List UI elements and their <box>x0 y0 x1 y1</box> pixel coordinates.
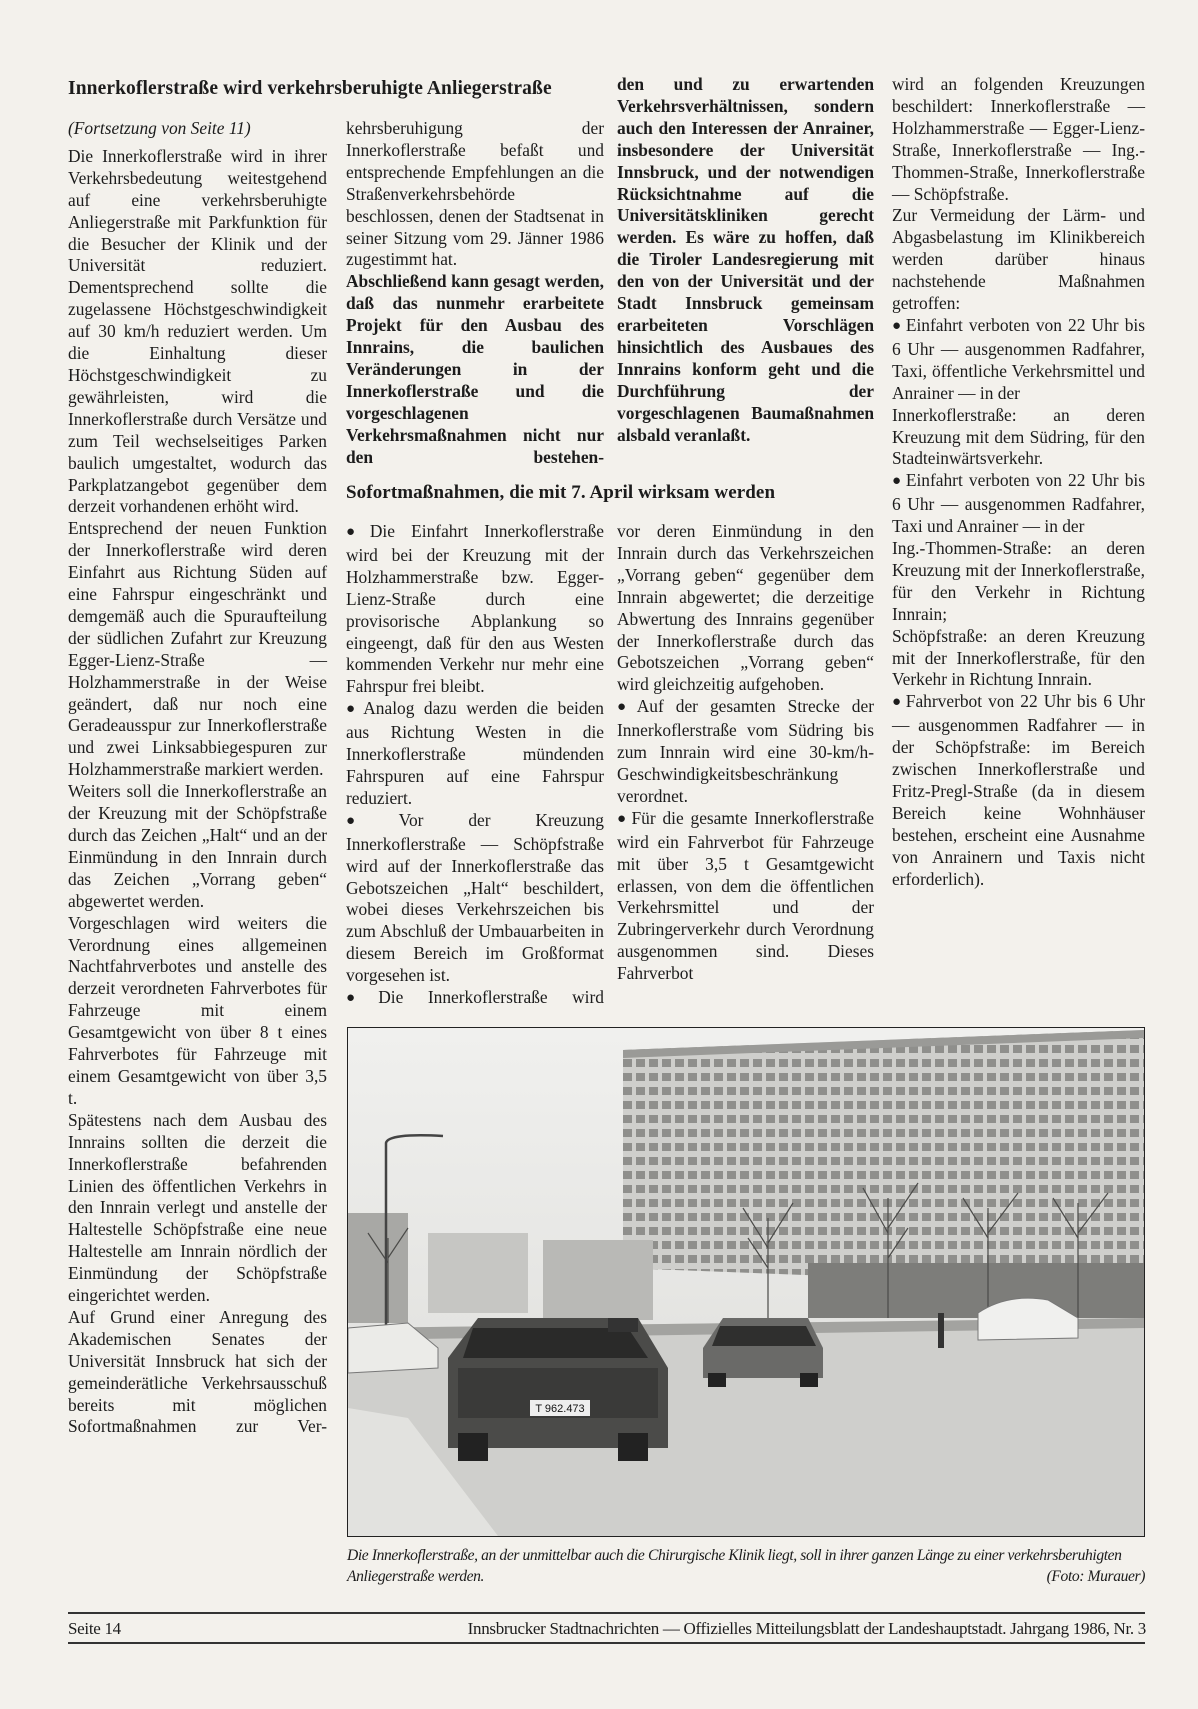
article-column-1 <box>68 118 327 1438</box>
moving-car <box>703 1318 823 1387</box>
measure-item: ● Für die gesamte Innerkoflerstraße wird ein Fahrverbot für Fahrzeuge mit über 3,5 t Gesamtgewicht erlassen, von dem die öffentlichen Verkehrsmittel und der Zubringerverkehr durch Verordnung ausgenommen sind. Dieses Fahrverbot <box>617 808 874 985</box>
measure-item: vor deren Einmündung in den Innrain durch das Verkehrszeichen „Vorrang geben“ gegenüber dem Innrain abgewertet; die derzeitige Abwertung des Innrains gegenüber der Innerkoflerstraße durch das Gebotszeichen „Vorrang geben“ wird gleichzeitig aufgehoben. <box>617 521 874 695</box>
paragraph: Auf Grund einer Anregung des Akademischen Senates der Universität Innsbruck hat sich der gemeinderätliche Verkehrsausschuß bereits mit möglichen Sofortmaßnahmen zur Ver- <box>68 1306 327 1437</box>
measure-detail: Schöpfstraße: an deren Kreuzung mit der Innerkoflerstraße, für den Verkehr in Richtung Innrain. <box>892 625 1145 690</box>
measure-item: ● Einfahrt verboten von 22 Uhr bis 6 Uhr — ausgenommen Radfahrer, Taxi und Anrainer — in der <box>892 470 1145 538</box>
measure-item: ● Fahrverbot von 22 Uhr bis 6 Uhr — ausgenommen Radfahrer — in der Schöpfstraße: im Bereich zwischen Innerkoflerstraße und Fritz-Pregl-Straße (da in diesem Bereich keine Wohnhäuser bestehen, erscheint eine Ausnahme von Anrainern und Taxis nicht erforderlich). <box>892 691 1145 890</box>
measure-item: ● Die Einfahrt Innerkoflerstraße wird bei der Kreuzung mit der Holzhammerstraße bzw. Egger-Lienz-Straße durch eine provisorische Abplankung so eingeengt, daß für den aus Westen kommenden Verkehr nur mehr eine Fahrspur frei bleibt. <box>346 521 604 698</box>
article-headline: Innerkoflerstraße wird verkehrsberuhigte Anliegerstraße <box>68 78 552 99</box>
footer-rule-bottom <box>68 1642 1145 1644</box>
street-scene-image <box>348 1028 1144 1536</box>
street-photo <box>347 1027 1145 1537</box>
page-number: Seite 14 <box>68 1619 121 1638</box>
paragraph: Weiters soll die Innerkoflerstraße an der Kreuzung mit der Schöpfstraße durch das Zeichen „Halt“ und an der Einmündung in den Innrain durch das Zeichen „Vorrang geben“ abgewertet werden. <box>68 781 327 911</box>
paragraph: Die Innerkoflerstraße wird in ihrer Verkehrsbedeutung weitestgehend auf eine verkehrsberuhigte Anliegerstraße mit Parkfunktion für die Besucher der Klinik und der Universität reduziert. Dementsprechend sollte die zugelassene Höchstgeschwindigkeit auf 30 km/h reduziert werden. Um die Einhaltung dieser Höchstgeschwindigkeit zu gewährleisten, wird die Innerkoflerstraße durch Versätze und zum Teil wechselseitiges Parken baulich umgestaltet, wodurch das Parkplatzangebot gegenüber dem derzeit vorhandenen erhöht wird. <box>68 145 327 517</box>
measure-detail: Ing.-Thommen-Straße: an deren Kreuzung mit der Innerkoflerstraße, für den Verkehr in Richtung Innrain; <box>892 538 1145 624</box>
publication-line: Innsbrucker Stadtnachrichten — Offizielles Mitteilungsblatt der Landeshauptstadt. Jahrgang 1986, Nr. 3 <box>467 1619 1146 1638</box>
photo-credit: (Foto: Murauer) <box>1046 1568 1145 1585</box>
summary-paragraph: Abschließend kann gesagt werden, daß das nunmehr erarbeitete Projekt für den Ausbau des Innrains, die baulichen Veränderungen in der Innerkoflerstraße und die vorgeschlagenen Verkehrsmaßnahmen nicht nur den bestehen- <box>346 271 604 467</box>
measure-item: ● Analog dazu werden die beiden aus Richtung Westen in die Innerkoflerstraße mündenden Fahrspuren auf eine Fahrspur reduziert. <box>346 698 604 810</box>
caption-text: Die Innerkoflerstraße, an der unmittelbar auch die Chirurgische Klinik liegt, soll in ihrer ganzen Länge zu einer verkehrsberuhigten Anliegerstraße werden. <box>347 1547 1122 1585</box>
paragraph: Vorgeschlagen wird weiters die Verordnung eines allgemeinen Nachtfahrverbotes und anstelle des derzeit verordneten Fahrverbotes für Fahrzeuge mit einem Gesamtgewicht von über 8 t eines Fahrverbotes für Fahrzeuge mit einem Gesamtgewicht von über 3,5 t. <box>68 912 327 1108</box>
paragraph: wird an folgenden Kreuzungen beschildert: Innerkoflerstraße — Holzhammerstraße — Egger-Lienz-Straße, Innerkoflerstraße — Ing.-Thommen-Straße, Innerkoflerstraße — Schöpfstraße. <box>892 74 1145 204</box>
measure-item: ● Vor der Kreuzung Innerkoflerstraße — Schöpfstraße wird auf der Innerkoflerstraße das Gebotszeichen „Halt“ beschildert, wobei dieses Verkehrszeichen bis zum Abschluß der Umbauarbeiten in diesem Bereich im Großformat vorgesehen ist. <box>346 810 604 987</box>
photo-caption <box>347 1545 1145 1587</box>
paragraph: kehrsberuhigung der Innerkoflerstraße befaßt und entsprechende Empfehlungen an die Straßenverkehrsbehörde beschlossen, denen der Stadtsenat in seiner Sitzung vom 29. Jänner 1986 zugestimmt hat. <box>346 118 604 270</box>
measure-item: ● Die Innerkoflerstraße wird <box>346 987 604 1011</box>
footer-rule-top <box>68 1612 1145 1614</box>
measure-item: ● Einfahrt verboten von 22 Uhr bis 6 Uhr — ausgenommen Radfahrer, Taxi, öffentliche Verkehrsmittel und Anrainer — in der <box>892 315 1145 405</box>
summary-paragraph: den und zu erwartenden Verkehrsverhältnissen, sondern auch den Interessen der Anrainer, insbesondere der Universität Innsbruck, und der notwendigen Rücksichtnahme auf die Universitätskliniken gerecht werden. Es wäre zu hoffen, daß die Tiroler Landesregierung mit den von der Universität und der Stadt Innsbruck gemeinsam erarbeiteten Vorschlägen hinsichtlich des Ausbaues des Innrains konform geht und die Durchführung der vorgeschlagenen Baumaßnahmen alsbald veranlaßt. <box>617 74 874 445</box>
article-column-3 <box>617 74 874 446</box>
section-heading: Sofortmaßnahmen, die mit 7. April wirksam werden <box>346 482 776 503</box>
measures-column-4 <box>892 74 1145 891</box>
continuation-note: (Fortsetzung von Seite 11) <box>68 118 251 138</box>
article-column-2 <box>346 118 604 469</box>
paragraph: Zur Vermeidung der Lärm- und Abgasbelastung im Klinikbereich werden darüber hinaus nachstehende Maßnahmen getroffen: <box>892 205 1145 314</box>
measures-column-2 <box>346 521 604 1011</box>
parked-car <box>448 1318 668 1461</box>
clinic-building <box>623 1030 1144 1288</box>
measures-column-3 <box>617 521 874 985</box>
measure-detail: Innerkoflerstraße: an deren Kreuzung mit dem Südring, für den Stadteinwärtsverkehr. <box>892 404 1145 469</box>
paragraph: Spätestens nach dem Ausbau des Innrains sollten die derzeit die Innerkoflerstraße befahrenden Linien des öffentlichen Verkehrs in den Innrain verlegt und anstelle der Haltestelle Schöpfstraße eine neue Haltestelle am Innrain nördlich der Einmündung der Schöpfstraße eingerichtet werden. <box>68 1109 327 1306</box>
paragraph: Entsprechend der neuen Funktion der Innerkoflerstraße wird deren Einfahrt aus Richtung Süden auf eine Fahrspur eingeschränkt und demgemäß auch die Spuraufteilung der südlichen Zufahrt zur Kreuzung Egger-Lienz-Straße — Holzhammerstraße in der Weise geändert, daß nur noch eine Geradeausspur zur Innerkoflerstraße und zwei Linksabbiegespuren zur Holzhammerstraße markiert werden. <box>68 518 327 780</box>
measure-item: ● Auf der gesamten Strecke der Innerkoflerstraße vom Südring bis zum Innrain wird eine 30-km/h-Geschwindigkeitsbeschränkung verordnet. <box>617 696 874 808</box>
license-plate: T 962.473 <box>535 1403 585 1415</box>
